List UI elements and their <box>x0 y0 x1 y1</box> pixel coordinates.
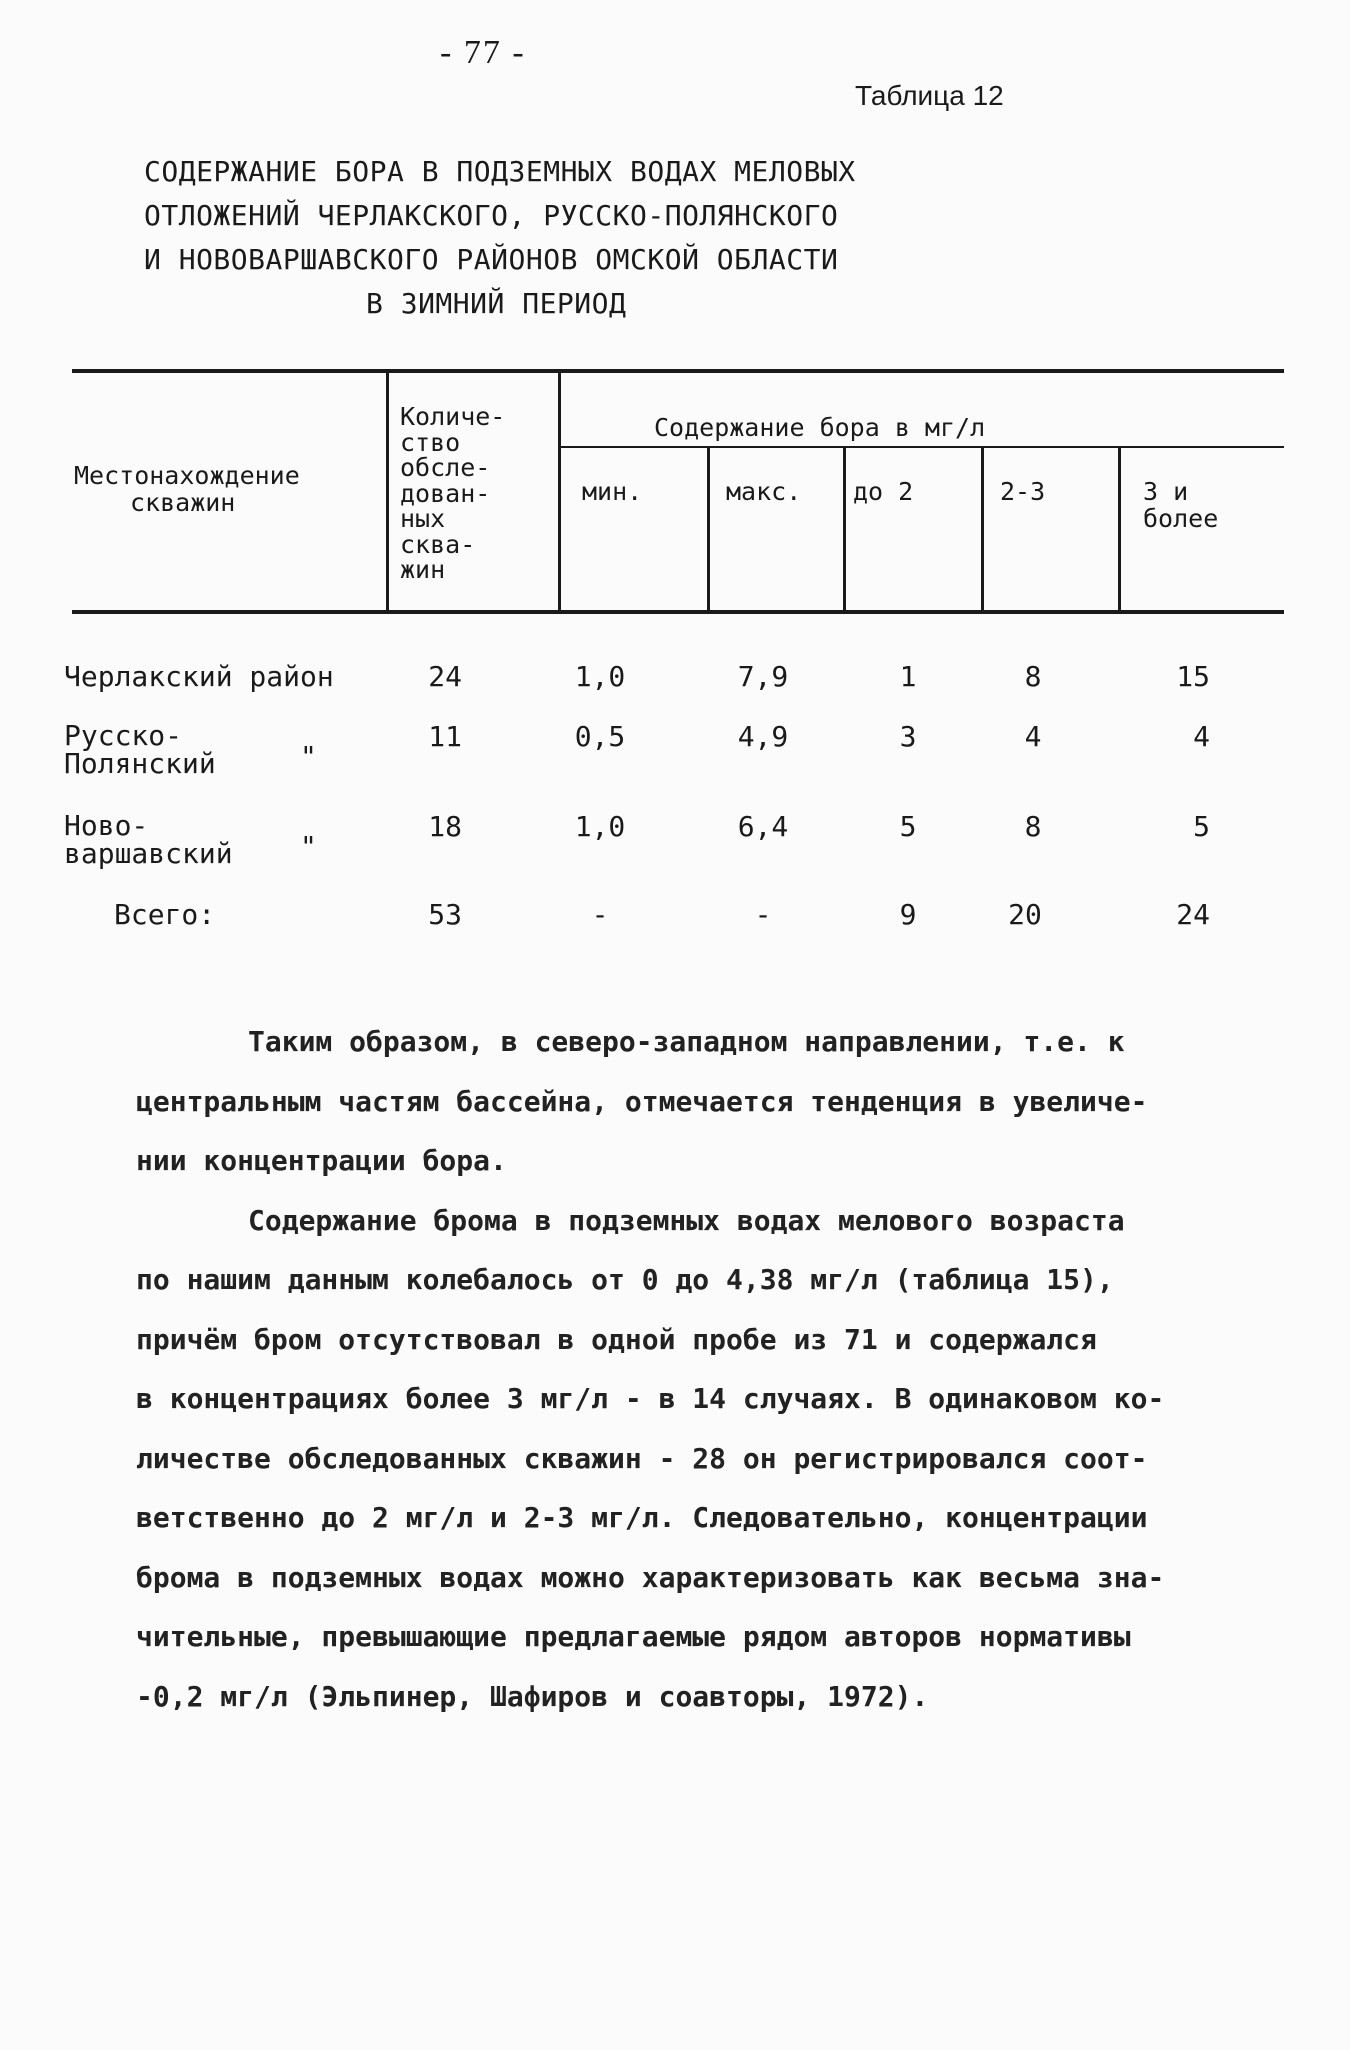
header-count-line: обсле- <box>400 453 491 482</box>
table-label: Таблица 12 <box>855 80 1004 111</box>
group-header-rule <box>560 446 1284 448</box>
text-line: в концентрациях более 3 мг/л - в 14 случаях. В одинаковом ко- <box>136 1382 1165 1415</box>
column-divider <box>386 370 389 612</box>
row-range23: 20 <box>1008 898 1042 931</box>
header-min: мин. <box>582 477 643 506</box>
text-line: ветственно до 2 мг/л и 2-3 мг/л. Следовательно, концентрации <box>136 1501 1148 1534</box>
column-divider <box>707 447 710 612</box>
row-min: 1,0 <box>574 660 626 693</box>
text-line: чительные, превышающие предлагаемые рядом авторов нормативы <box>136 1620 1131 1653</box>
text-line: личестве обследованных скважин - 28 он регистрировался соот- <box>136 1441 1148 1475</box>
header-range23: 2-3 <box>1000 477 1046 506</box>
row-upto2: 3 <box>899 720 917 753</box>
row-min: - <box>591 898 609 931</box>
row-count: 18 <box>428 810 462 843</box>
body-text <box>136 1012 1226 1726</box>
row-over3: 4 <box>1193 720 1210 753</box>
row-over3: 5 <box>1193 810 1210 843</box>
row-min: 1,0 <box>574 810 626 843</box>
title-line: В ЗИМНИЙ ПЕРИОД <box>366 287 627 320</box>
header-over3-line: более <box>1143 504 1219 533</box>
header-count-line: дован- <box>400 478 491 508</box>
table-top-rule <box>72 369 1284 373</box>
header-upto2: до 2 <box>853 477 914 506</box>
row-count: 11 <box>428 720 462 753</box>
title-line: ОТЛОЖЕНИЙ ЧЕРЛАКСКОГО, РУССКО-ПОЛЯНСКОГО <box>144 199 839 232</box>
row-max: 6,4 <box>737 810 789 843</box>
row-max: - <box>754 898 772 931</box>
column-divider <box>981 447 984 612</box>
row-range23: 8 <box>1024 660 1042 693</box>
row-range23: 8 <box>1024 810 1042 843</box>
row-ditto: " <box>300 830 317 863</box>
text-line: по нашим данным колебалось от 0 до 4,38 мг/л (таблица 15), <box>136 1263 1114 1296</box>
column-divider <box>843 447 846 612</box>
paragraph <box>136 1012 1226 1191</box>
text-line: Таким образом, в северо-западном направлении, т.е. к <box>248 1025 1125 1058</box>
header-bottom-rule <box>72 610 1284 614</box>
text-line: брома в подземных водах можно характеризовать как весьма зна- <box>136 1560 1165 1594</box>
row-range23: 4 <box>1024 720 1042 753</box>
row-max: 7,9 <box>737 660 789 693</box>
row-name: Черлакский район <box>64 660 334 693</box>
header-over3 <box>1143 478 1218 532</box>
header-location-line: скважин <box>130 488 236 517</box>
header-count-line: сква- <box>400 529 476 559</box>
row-count: 24 <box>428 660 462 693</box>
header-location <box>74 462 300 516</box>
text-line: причём бром отсутствовал в одной пробе из 71 и содержался <box>136 1322 1097 1356</box>
row-name-line: Ново- <box>64 809 149 842</box>
row-upto2: 1 <box>899 660 917 693</box>
column-divider <box>1118 447 1121 612</box>
row-over3: 24 <box>1176 898 1210 931</box>
row-name <box>64 719 216 780</box>
text-line: нии концентрации бора. <box>136 1144 507 1177</box>
header-max: макс. <box>726 477 802 506</box>
row-upto2: 9 <box>899 898 917 931</box>
header-count <box>400 404 505 583</box>
table-title <box>144 150 944 326</box>
header-count-line: ство <box>400 427 461 457</box>
header-count-line: жин <box>400 555 446 584</box>
header-boron-group: Содержание бора в мг/л <box>654 413 986 442</box>
text-line: центральным частям бассейна, отмечается тенденция в увеличе- <box>136 1084 1148 1118</box>
paragraph <box>136 1191 1226 1727</box>
header-count-line: Количе- <box>400 402 506 431</box>
title-line: И НОВОВАРШАВСКОГО РАЙОНОВ ОМСКОЙ ОБЛАСТИ <box>144 243 839 276</box>
row-ditto: " <box>300 740 317 773</box>
header-over3-line: 3 и <box>1143 477 1189 506</box>
row-name-line: Русско- <box>64 719 183 752</box>
page-number: - 77 - <box>440 34 526 71</box>
header-count-line: ных <box>400 504 446 533</box>
row-name-line: варшавский <box>64 837 233 870</box>
text-line: Содержание брома в подземных водах мелового возраста <box>248 1203 1125 1237</box>
row-name-line: Полянский <box>64 747 216 780</box>
title-line: СОДЕРЖАНИЕ БОРА В ПОДЗЕМНЫХ ВОДАХ МЕЛОВЫХ <box>144 155 856 188</box>
row-upto2: 5 <box>899 810 917 843</box>
header-location-line: Местонахождение <box>74 461 300 490</box>
row-total-label: Всего: <box>114 898 216 931</box>
row-min: 0,5 <box>574 720 626 753</box>
column-divider <box>558 370 561 612</box>
row-count: 53 <box>428 898 462 931</box>
row-max: 4,9 <box>737 720 789 753</box>
row-over3: 15 <box>1176 660 1210 693</box>
text-line: -0,2 мг/л (Эльпинер, Шафиров и соавторы, 1972). <box>136 1679 929 1713</box>
row-name <box>64 809 233 870</box>
